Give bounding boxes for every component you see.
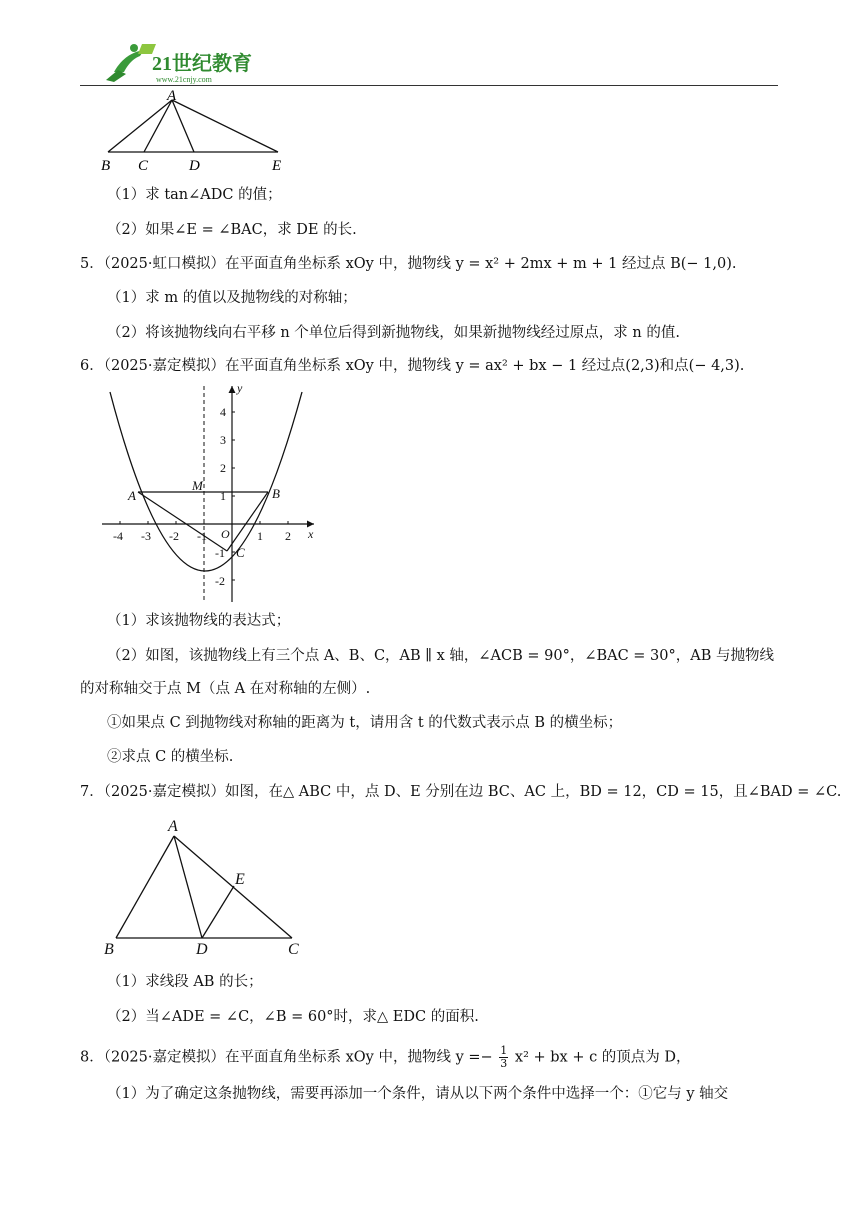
- y-tick-2: 2: [220, 461, 226, 475]
- label-b: B: [101, 158, 111, 174]
- q6-stem: 6．（2025·嘉定模拟）在平面直角坐标系 xOy 中，抛物线 y = ax² + bx − 1 经过点(2,3)和点(− 4,3).: [80, 358, 745, 374]
- q7-part2: （2）当∠ADE = ∠C，∠B = 60°时，求△ EDC 的面积.: [107, 1009, 479, 1025]
- x-tick-neg2: -2: [169, 529, 179, 543]
- origin-label: O: [221, 527, 230, 541]
- q6-part2a: （2）如图，该抛物线上有三个点 A、B、C，AB ∥ x 轴，∠ACB = 90°，∠BAC = 30°，AB 与抛物线: [107, 648, 774, 664]
- q8-stem: [80, 1045, 691, 1070]
- label-c: C: [138, 158, 149, 174]
- axis-x-label: x: [308, 527, 314, 541]
- label-c: C: [288, 941, 299, 958]
- q5-part1: （1）求 m 的值以及抛物线的对称轴；: [107, 290, 357, 306]
- y-tick-neg2: -2: [215, 574, 225, 588]
- q7-part1: （1）求线段 AB 的长；: [107, 974, 263, 990]
- q6-sub2: ②求点 C 的横坐标.: [107, 749, 234, 765]
- x-tick-neg3: -3: [141, 529, 151, 543]
- y-tick-4: 4: [220, 405, 226, 419]
- q8-part1: （1）为了确定这条抛物线，需要再添加一个条件，请从以下两个条件中选择一个：①它与 y 轴交: [107, 1086, 729, 1102]
- label-e: E: [235, 871, 245, 888]
- label-a: A: [168, 818, 178, 835]
- point-m-label: M: [192, 478, 203, 493]
- q6-part1: （1）求该抛物线的表达式；: [107, 613, 291, 629]
- figure-q4: [96, 86, 296, 176]
- q8-frac-den: 3: [500, 1057, 508, 1070]
- point-a-label: A: [128, 488, 136, 503]
- point-c-label: C: [236, 545, 245, 560]
- label-d: D: [189, 158, 200, 174]
- point-b-label: B: [272, 486, 280, 501]
- axis-y-label: y: [237, 381, 243, 395]
- y-tick-3: 3: [220, 433, 226, 447]
- x-tick-neg4: -4: [113, 529, 123, 543]
- q8-frac-num: 1: [500, 1044, 508, 1057]
- q4-part2: （2）如果∠E = ∠BAC，求 DE 的长.: [107, 222, 357, 238]
- x-tick-neg1: -1: [197, 529, 207, 543]
- label-a: A: [167, 88, 177, 104]
- runner-logo-icon: [104, 40, 274, 86]
- q8-stem-prefix: 8．（2025·嘉定模拟）在平面直角坐标系 xOy 中，抛物线 y =−: [80, 1049, 493, 1066]
- y-tick-1: 1: [220, 489, 226, 503]
- x-tick-2: 2: [285, 529, 291, 543]
- header-logo: [104, 40, 274, 86]
- q4-part1: （1）求 tan∠ADC 的值；: [107, 187, 282, 203]
- label-d: D: [196, 941, 208, 958]
- x-tick-1: 1: [257, 529, 263, 543]
- label-e: E: [272, 158, 282, 174]
- logo-url: www.21cnjy.com: [156, 75, 212, 84]
- logo-text: 21世纪教育: [152, 53, 252, 75]
- label-b: B: [104, 941, 114, 958]
- q6-part2b: 的对称轴交于点 M（点 A 在对称轴的左侧）.: [80, 681, 371, 697]
- figure-q7: [98, 814, 308, 962]
- y-tick-neg1: -1: [215, 546, 225, 560]
- q8-fraction: [499, 1045, 508, 1070]
- figure-q6: [96, 380, 322, 606]
- q5-stem: 5．（2025·虹口模拟）在平面直角坐标系 xOy 中，抛物线 y = x² + 2mx + m + 1 经过点 B(− 1,0).: [80, 256, 737, 272]
- q8-stem-suffix: x² + bx + c 的顶点为 D，: [514, 1049, 691, 1066]
- q7-stem: 7．（2025·嘉定模拟）如图，在△ ABC 中，点 D、E 分别在边 BC、AC 上，BD = 12，CD = 15，且∠BAD = ∠C.: [80, 784, 842, 800]
- q6-sub1: ①如果点 C 到抛物线对称轴的距离为 t，请用含 t 的代数式表示点 B 的横坐标；: [107, 715, 623, 731]
- q5-part2: （2）将该抛物线向右平移 n 个单位后得到新抛物线，如果新抛物线经过原点，求 n 的值.: [107, 325, 680, 341]
